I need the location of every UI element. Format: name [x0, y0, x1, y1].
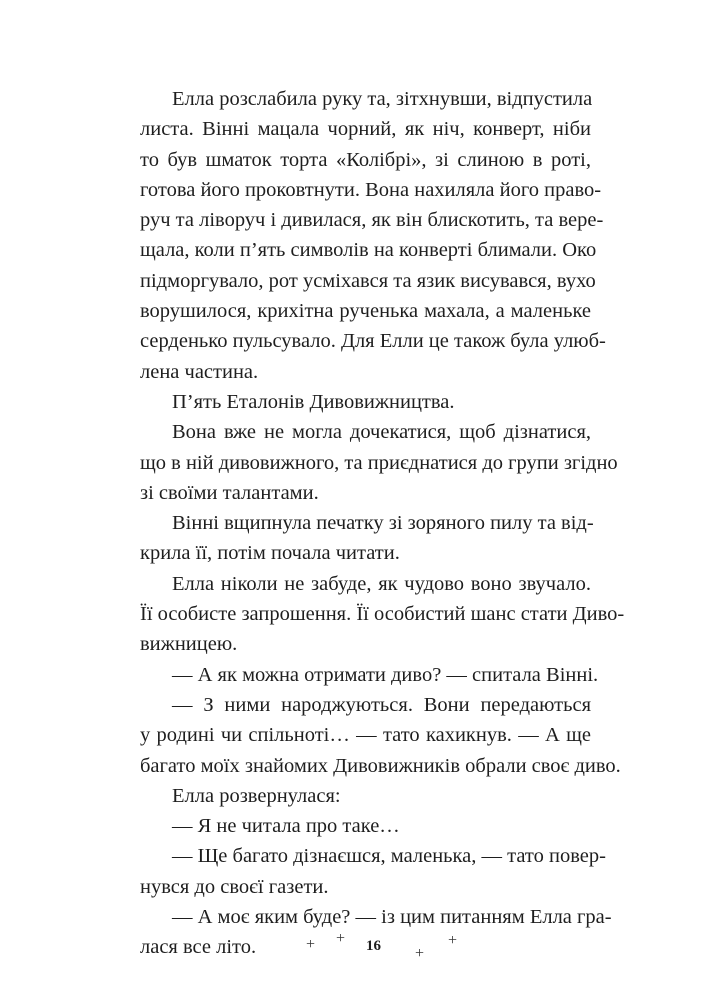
star-ornament-icon: +: [306, 936, 316, 953]
paragraph: [140, 417, 618, 508]
text-line: Елла розслабила руку та, зітхнувши, відпустила: [172, 88, 593, 110]
text-line: то був шматок торта «Колібрі», зі слиною в роті,: [140, 148, 591, 171]
text-line: нувся до своєї газети.: [140, 875, 329, 898]
text-line: готова його проковтнути. Вона нахиляла його право-: [140, 178, 602, 201]
paragraph: [140, 569, 625, 660]
star-ornament-icon: +: [415, 945, 425, 962]
text-line: що в ній дивовижного, та приєднатися до групи згідно: [140, 451, 618, 474]
text-line: лася все літо.: [140, 936, 257, 959]
page-number: 16: [366, 938, 381, 954]
text-line: підморгувало, рот усміхався та язик висувався, вухо: [140, 269, 596, 292]
text-line: — А як можна отримати диво? — спитала Вінні.: [172, 663, 599, 686]
text-line: у родині чи спільноті… — тато кахикнув. — А ще: [140, 724, 591, 747]
text-line: Елла ніколи не забуде, як чудово воно звучало.: [172, 572, 591, 595]
text-line: — Я не читала про таке…: [172, 815, 400, 838]
text-line: — Ще багато дізнаєшся, маленька, — тато повер-: [172, 845, 606, 868]
page-body-text: [140, 84, 625, 963]
paragraph: [140, 690, 621, 781]
text-line: Елла розвернулася:: [172, 784, 341, 807]
paragraph: [140, 660, 599, 690]
text-line: руч та ліворуч і дивилася, як він блискотить, та вере-: [140, 209, 604, 232]
paragraph: [140, 811, 591, 841]
text-line: серденько пульсувало. Для Елли це також була улюб-: [140, 330, 606, 353]
text-line: П’ять Еталонів Дивовижництва.: [172, 390, 455, 413]
paragraph: [140, 84, 606, 387]
text-line: крила її, потім почала читати.: [140, 542, 400, 565]
paragraph: [140, 781, 591, 811]
text-line: вижницею.: [140, 633, 238, 656]
paragraph: [140, 841, 606, 902]
text-line: ворушилося, крихітна рученька махала, а маленьке: [140, 300, 591, 323]
text-line: щала, коли п’ять символів на конверті блимали. Око: [140, 239, 597, 262]
paragraph: [140, 387, 591, 417]
star-ornament-icon: +: [448, 932, 458, 949]
text-line: — А моє яким буде? — із цим питанням Елла гра-: [172, 906, 612, 929]
text-line: Вінні вщипнула печатку зі зоряного пилу та від-: [172, 512, 594, 535]
text-line: листа. Вінні мацала чорний, як ніч, конверт, ніби: [140, 118, 591, 141]
text-line: Її особисте запрошення. Її особистий шанс стати Диво-: [140, 603, 625, 626]
text-line: лена частина.: [140, 360, 259, 383]
text-line: багато моїх знайомих Дивовижників обрали своє диво.: [140, 754, 621, 777]
star-ornament-icon: +: [336, 930, 346, 947]
paragraph: [140, 508, 594, 569]
text-line: зі своїми талантами.: [140, 481, 319, 504]
text-line: Вона вже не могла дочекатися, щоб дізнатися,: [172, 421, 591, 444]
text-line: — З ними народжуються. Вони передаються: [172, 693, 591, 716]
